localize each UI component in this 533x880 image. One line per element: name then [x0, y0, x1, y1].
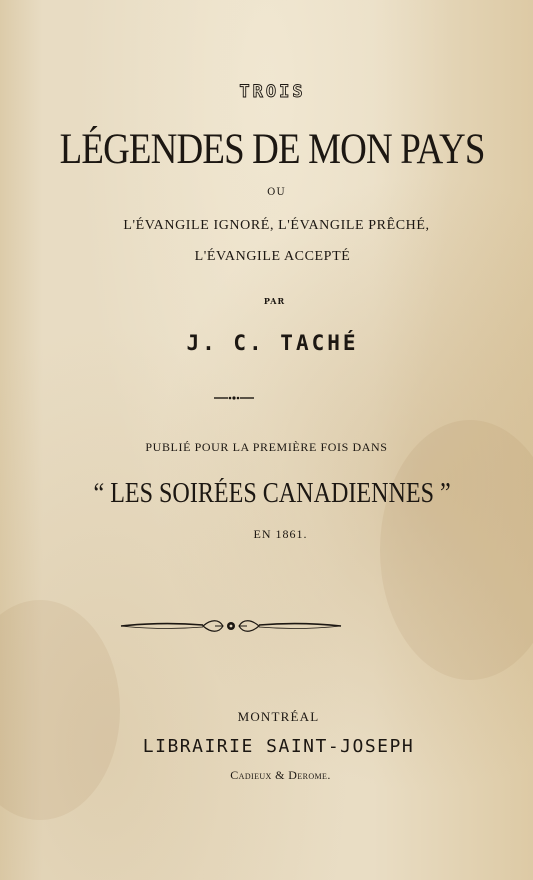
publisher: LIBRAIRIE SAINT-JOSEPH — [142, 736, 415, 757]
large-ornament-icon — [119, 617, 343, 635]
small-ornament-icon — [212, 393, 256, 403]
year-line: EN 1861. — [253, 527, 308, 541]
author-name: J. C. TACHÉ — [186, 331, 359, 355]
city: MONTRÉAL — [237, 709, 320, 724]
main-title: LÉGENDES DE MON PAYS — [59, 126, 485, 173]
subtitle-line-2: L'ÉVANGILE ACCEPTÉ — [194, 249, 351, 264]
subtitle-line-1: L'ÉVANGILE IGNORÉ, L'ÉVANGILE PRÊCHÉ, — [123, 218, 430, 233]
periodical-title: “ LES SOIRÉES CANADIENNES ” — [93, 478, 451, 509]
heading-trois: TROIS — [239, 82, 306, 102]
conjunction-ou: OU — [267, 187, 286, 198]
printer: Cadieux & Derome. — [230, 768, 331, 782]
publication-note: PUBLIÉ POUR LA PREMIÈRE FOIS DANS — [145, 440, 388, 454]
paper-stain — [380, 420, 533, 680]
by-label: PAR — [263, 296, 286, 306]
